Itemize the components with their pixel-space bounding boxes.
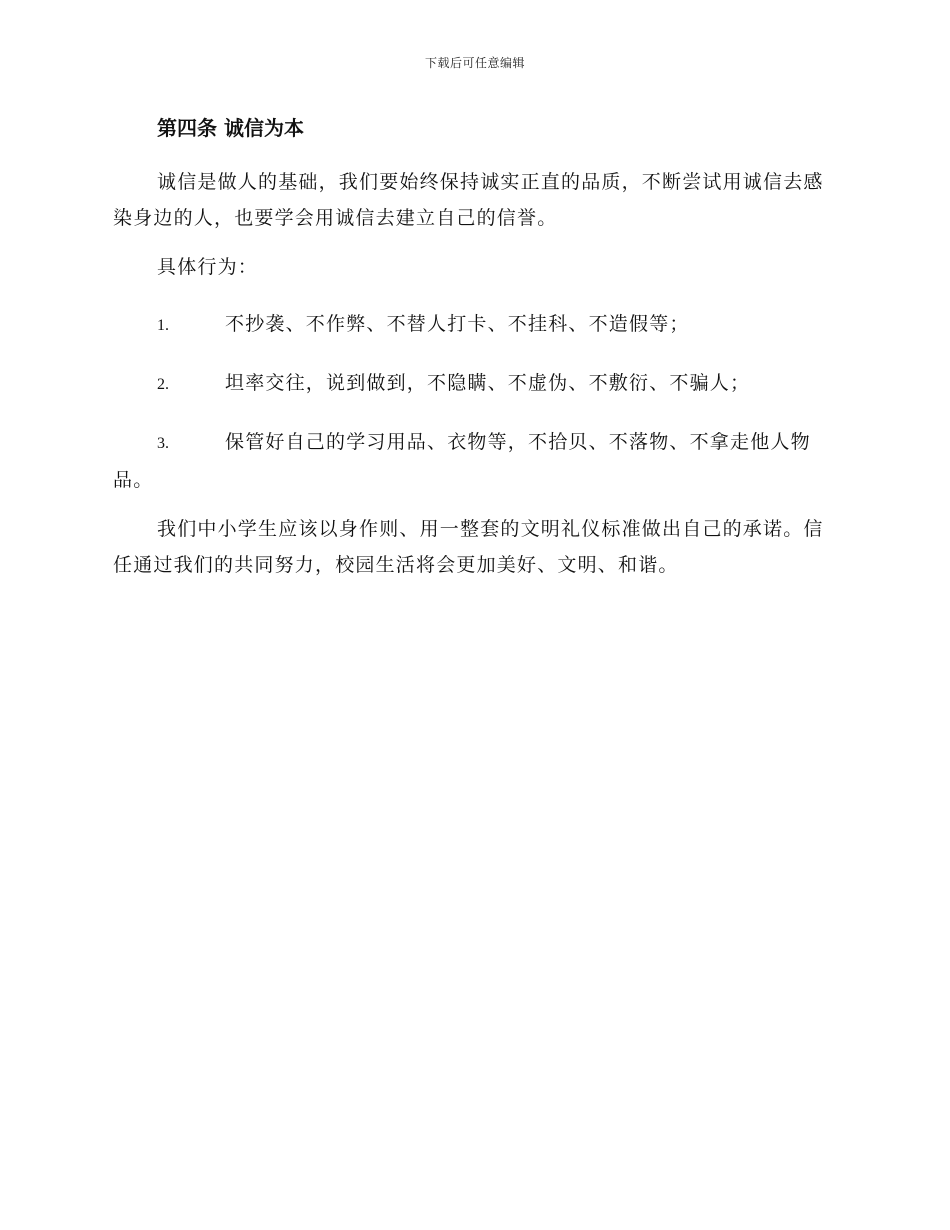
list-item	[113, 365, 838, 403]
intro-paragraph: 诚信是做人的基础，我们要始终保持诚实正直的品质，不断尝试用诚信去感染身边的人，也要学会用诚信去建立自己的信誉。	[113, 171, 824, 229]
section-title: 第四条 诚信为本	[157, 116, 304, 140]
list-item-number: 2.	[157, 376, 169, 393]
list-item-text: 坦率交往，说到做到，不隐瞒、不虚伪、不敷衍、不骗人；	[225, 372, 751, 394]
list-item-text: 不抄袭、不作弊、不替人打卡、不挂科、不造假等；	[225, 313, 690, 335]
list-label: 具体行为：	[157, 256, 259, 278]
list-item	[113, 306, 838, 344]
list-item	[113, 424, 838, 498]
document-body	[113, 110, 838, 596]
header-note: 下载后可任意编辑	[424, 56, 525, 70]
closing-paragraph: 我们中小学生应该以身作则、用一整套的文明礼仪标准做出自己的承诺。信任通过我们的共同努力，校园生活将会更加美好、文明、和谐。	[113, 518, 824, 576]
list-item-number: 1.	[157, 317, 169, 334]
list-item-number: 3.	[157, 435, 169, 452]
list-item-text: 保管好自己的学习用品、衣物等，不拾贝、不落物、不拿走他人物品。	[113, 431, 811, 491]
